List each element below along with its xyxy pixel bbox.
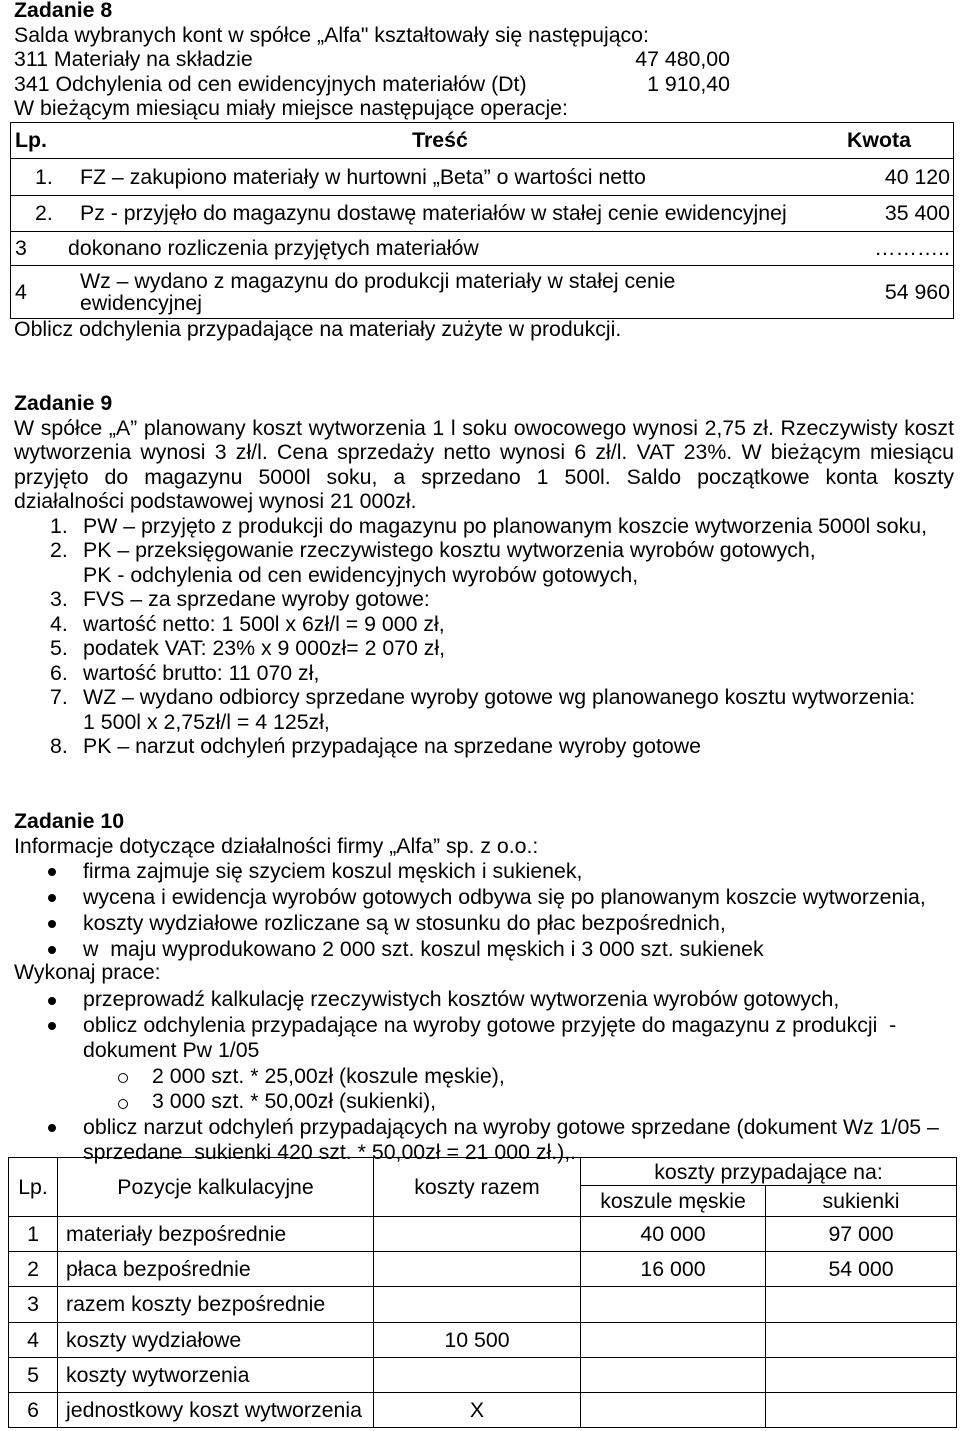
list-item xyxy=(0,858,960,884)
task-10-title: Zadanie 10 xyxy=(14,809,125,833)
row-content-cell xyxy=(65,266,815,319)
list-text: PK – przeksięgowanie rzeczywistego kosztu wytworzenia wyrobów gotowych, xyxy=(83,538,816,562)
list-number: 1. xyxy=(50,513,68,538)
header-content: Treść xyxy=(65,123,815,159)
list-item-continuation xyxy=(0,563,960,588)
list-text: oblicz odchylenia przypadające na wyroby gotowe przyjęte do magazynu z produkcji - xyxy=(83,1012,897,1037)
list-number: 8. xyxy=(50,734,68,758)
row-amount: 54 960 xyxy=(815,266,954,319)
task-9-title: Zadanie 9 xyxy=(14,391,113,415)
account-value: 1 910,40 xyxy=(647,71,730,96)
account-row xyxy=(14,72,730,97)
row-dresses xyxy=(766,1322,957,1357)
row-lp: 3 xyxy=(11,232,66,266)
row-total xyxy=(374,1287,581,1322)
calculation-table xyxy=(8,1157,957,1428)
list-text: przeprowadź kalkulację rzeczywistych kosztów wytworzenia wyrobów gotowych, xyxy=(83,987,840,1011)
list-number: 2. xyxy=(50,538,68,562)
row-dresses xyxy=(766,1357,957,1392)
list-item xyxy=(0,661,960,686)
task-8-header xyxy=(14,0,730,121)
row-lp: 3 xyxy=(9,1287,58,1322)
table-row xyxy=(11,159,954,196)
list-text: FVS – za sprzedane wyroby gotowe: xyxy=(83,587,430,611)
tasks-list xyxy=(0,987,960,1166)
row-lp: 4 xyxy=(9,1322,58,1357)
list-item xyxy=(0,685,960,710)
row-content: dokonano rozliczenia przyjętych materiałów xyxy=(65,232,815,266)
header-shirts: koszule męskie xyxy=(581,1186,766,1217)
table-row xyxy=(9,1217,957,1252)
row-shirts xyxy=(581,1392,766,1427)
table-row xyxy=(9,1252,957,1287)
header-per-product: koszty przypadające na: xyxy=(581,1158,957,1186)
row-item: płaca bezpośrednie xyxy=(58,1252,374,1287)
row-lp: 5 xyxy=(9,1357,58,1392)
header-total: koszty razem xyxy=(374,1158,581,1217)
list-item xyxy=(0,636,960,661)
task-9 xyxy=(0,391,960,759)
bullet-icon xyxy=(48,868,56,876)
row-shirts: 16 000 xyxy=(581,1252,766,1287)
task-10-intro: Informacje dotyczące działalności firmy „Alfa” sp. z o.o.: xyxy=(14,833,539,858)
list-text: oblicz narzut odchyleń przypadających na wyroby gotowe sprzedane (dokument Wz 1/05 – xyxy=(83,1114,939,1139)
row-total xyxy=(374,1252,581,1287)
list-text: w maju wyprodukowano 2 000 szt. koszul męskich i 3 000 szt. sukienek xyxy=(83,937,764,961)
row-lp: 1 xyxy=(9,1217,58,1252)
list-item xyxy=(0,538,960,563)
row-dresses: 54 000 xyxy=(766,1252,957,1287)
row-lp: 6 xyxy=(9,1392,58,1427)
row-amount: 40 120 xyxy=(815,159,954,196)
list-text: wartość brutto: 11 070 zł, xyxy=(83,660,320,685)
row-item: jednostkowy koszt wytworzenia xyxy=(58,1392,374,1427)
row-total xyxy=(374,1217,581,1252)
row-lp: 4 xyxy=(11,266,66,319)
table-row xyxy=(11,196,954,232)
circle-bullet-icon xyxy=(118,1099,128,1109)
list-text: podatek VAT: 23% x 9 000zł= 2 070 zł, xyxy=(83,636,446,660)
row-amount: 35 400 xyxy=(815,196,954,232)
header-lp: Lp. xyxy=(9,1158,58,1217)
row-lp: 1. xyxy=(11,159,66,196)
row-content: Pz - przyjęło do magazynu dostawę materiałów w stałej cenie ewidencyjnej xyxy=(65,196,815,232)
task-9-paragraph-line: przyjęto do magazynu 5000l soku, a sprzedano 1 500l. Saldo początkowe konta koszty xyxy=(14,464,954,489)
sub-list-text: 3 000 szt. * 50,00zł (sukienki), xyxy=(152,1089,437,1113)
row-dresses xyxy=(766,1392,957,1427)
task-9-paragraph-line: wytworzenia wynosi 3 zł/l. Cena sprzedaży netto wynosi 6 zł/l. VAT 23%. W bieżącym miesiącu xyxy=(14,440,954,464)
account-value: 47 480,00 xyxy=(635,47,730,71)
list-number: 6. xyxy=(50,660,68,685)
row-item: koszty wytworzenia xyxy=(58,1357,374,1392)
bullet-icon xyxy=(48,1124,56,1132)
list-text: wartość netto: 1 500l x 6zł/l = 9 000 zł, xyxy=(83,611,445,636)
sub-list-item xyxy=(0,1064,960,1090)
row-lp: 2. xyxy=(11,196,66,232)
list-item-continuation xyxy=(0,710,960,735)
header-items: Pozycje kalkulacyjne xyxy=(58,1158,374,1217)
row-lp: 2 xyxy=(9,1252,58,1287)
list-item xyxy=(0,1013,960,1039)
account-label: 311 Materiały na składzie xyxy=(14,47,253,71)
list-item xyxy=(0,1115,960,1141)
list-item xyxy=(0,612,960,637)
sub-list-text: 2 000 szt. * 25,00zł (koszule męskie), xyxy=(152,1063,505,1088)
list-text: dokument Pw 1/05 xyxy=(83,1038,260,1062)
list-text: 1 500l x 2,75zł/l = 4 125zł, xyxy=(83,709,330,734)
row-dresses: 97 000 xyxy=(766,1217,957,1252)
circle-bullet-icon xyxy=(118,1073,128,1083)
bullet-icon xyxy=(48,1022,56,1030)
task-10-header xyxy=(14,809,538,858)
list-text: PW – przyjęto z produkcji do magazynu po planowanym koszcie wytworzenia 5000l soku, xyxy=(83,513,928,538)
list-item xyxy=(0,734,960,759)
row-amount: ……….. xyxy=(815,232,954,266)
list-text: koszty wydziałowe rozliczane są w stosunku do płac bezpośrednich, xyxy=(83,911,726,935)
list-item-continuation xyxy=(0,1038,960,1064)
row-shirts: 40 000 xyxy=(581,1217,766,1252)
row-item: razem koszty bezpośrednie xyxy=(58,1287,374,1322)
list-text: PK - odchylenia od cen ewidencyjnych wyrobów gotowych, xyxy=(83,562,639,587)
tasks-heading: Wykonaj prace: xyxy=(14,960,161,984)
list-text: wycena i ewidencja wyrobów gotowych odbywa się po planowanym koszcie wytworzenia, xyxy=(83,885,926,909)
table-row xyxy=(9,1287,957,1322)
operations-intro: W bieżącym miesiącu miały miejsce następujące operacje: xyxy=(14,96,568,120)
account-row xyxy=(14,47,730,72)
row-total: X xyxy=(374,1392,581,1427)
table-header-row xyxy=(9,1158,957,1186)
list-number: 3. xyxy=(50,587,68,611)
table-row xyxy=(9,1357,957,1392)
operations-table xyxy=(10,122,954,319)
row-total xyxy=(374,1357,581,1392)
task-8-instruction: Oblicz odchylenia przypadające na materiały zużyte w produkcji. xyxy=(14,317,622,341)
bullet-icon xyxy=(48,894,56,902)
header-dresses: sukienki xyxy=(766,1186,957,1217)
account-label: 341 Odchylenia od cen ewidencyjnych materiałów (Dt) xyxy=(14,71,527,96)
list-number: 4. xyxy=(50,611,68,636)
list-item xyxy=(0,514,960,539)
task-9-paragraph-line: W spółce „A” planowany koszt wytworzenia 1 l soku owocowego wynosi 2,75 zł. Rzeczywisty koszt xyxy=(14,415,954,440)
bullet-icon xyxy=(48,946,56,954)
bullet-icon xyxy=(48,997,56,1005)
list-item xyxy=(0,910,960,936)
list-text: WZ – wydano odbiorcy sprzedane wyroby gotowe wg planowanego kosztu wytworzenia: xyxy=(83,685,916,709)
row-dresses xyxy=(766,1287,957,1322)
row-shirts xyxy=(581,1322,766,1357)
bullet-icon xyxy=(48,920,56,928)
row-shirts xyxy=(581,1357,766,1392)
row-total: 10 500 xyxy=(374,1322,581,1357)
table-row xyxy=(9,1392,957,1427)
list-text: firma zajmuje się szyciem koszul męskich i sukienek, xyxy=(83,859,583,883)
task-9-paragraph-line: działalności podstawowej wynosi 21 000zł. xyxy=(14,489,417,513)
task-8-title: Zadanie 8 xyxy=(14,0,113,22)
list-item xyxy=(0,884,960,910)
header-amount: Kwota xyxy=(815,123,954,159)
row-shirts xyxy=(581,1287,766,1322)
info-list xyxy=(0,858,960,962)
list-number: 5. xyxy=(50,636,68,660)
list-item xyxy=(0,587,960,612)
list-item xyxy=(0,936,960,962)
sub-list-item xyxy=(0,1089,960,1115)
list-text: PK – narzut odchyleń przypadające na sprzedane wyroby gotowe xyxy=(83,734,701,758)
row-content: Wz – wydano z magazynu do produkcji materiały w stałej cenie ewidencyjnej xyxy=(80,269,676,315)
table-row xyxy=(11,232,954,266)
table-header-row xyxy=(11,123,954,159)
task-8-intro: Salda wybranych kont w spółce „Alfa" kształtowały się następująco: xyxy=(14,22,649,47)
row-item: koszty wydziałowe xyxy=(58,1322,374,1357)
list-number: 7. xyxy=(50,685,68,709)
row-item: materiały bezpośrednie xyxy=(58,1217,374,1252)
table-row xyxy=(9,1322,957,1357)
list-item xyxy=(0,987,960,1013)
table-row xyxy=(11,266,954,319)
header-lp: Lp. xyxy=(11,123,66,159)
row-content: FZ – zakupiono materiały w hurtowni „Beta” o wartości netto xyxy=(65,159,815,196)
list-text: sprzedane sukienki 420 szt. * 50,00zł = 21 000 zł.),. xyxy=(83,1140,577,1164)
